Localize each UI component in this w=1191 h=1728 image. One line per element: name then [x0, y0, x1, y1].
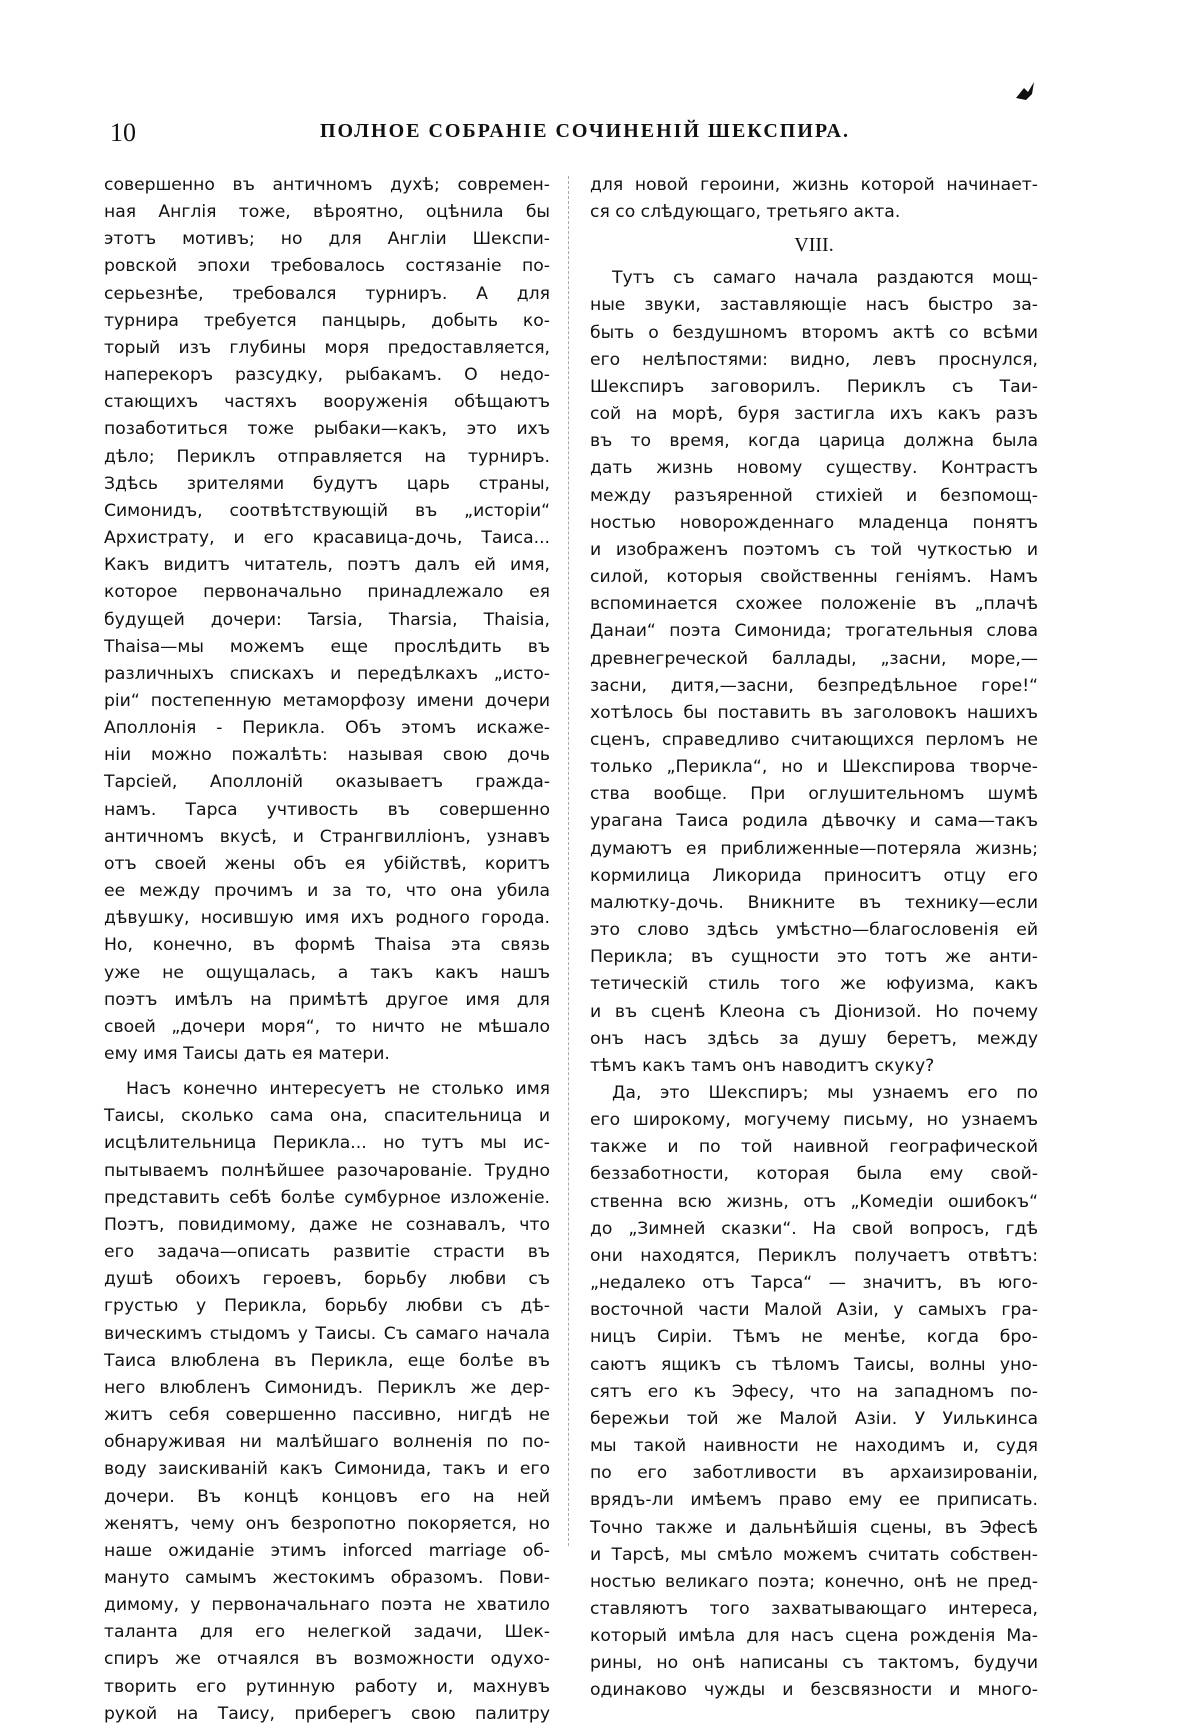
text-line: Поэтъ, повидимому, даже не сознавалъ, что: [104, 1214, 550, 1235]
running-head: ПОЛНОЕ СОБРАНІЕ СОЧИНЕНІЙ ШЕКСПИРА.: [320, 120, 850, 142]
text-line: димому, у первоначальнаго поэта не хватило: [104, 1595, 550, 1616]
text-line: дѣвушку, носившую имя ихъ родного города.: [104, 908, 550, 929]
text-line: различныхъ спискахъ и передѣлкахъ „исто-: [104, 663, 550, 684]
text-line: въ то время, когда царица должна была: [590, 431, 1038, 452]
text-line: бережьи той же Малой Азіи. У Уилькинса: [590, 1408, 1038, 1429]
text-line: „недалеко отъ Тарса“ — значитъ, въ юго-: [590, 1273, 1038, 1294]
text-line: серьезнѣе, требовался турниръ. А для: [104, 283, 550, 304]
text-line: него влюбленъ Симонидъ. Периклъ же дер-: [104, 1377, 550, 1398]
text-line: грустью у Перикла, борьбу любви съ дѣ-: [104, 1296, 550, 1317]
text-line: Перикла; въ сущности это тотъ же анти-: [590, 947, 1038, 968]
text-line: древнегреческой баллады, „засни, море,—: [590, 648, 1038, 669]
text-line: Точно также и дальнѣйшія сцены, въ Эфесѣ: [590, 1517, 1038, 1538]
text-line: Тутъ съ самаго начала раздаются мощ-: [612, 268, 1038, 289]
text-line: творить его рутинную работу и, махнувъ: [104, 1676, 550, 1697]
text-line: Какъ видитъ читатель, поэтъ далъ ей имя,: [104, 555, 550, 576]
right-paragraph-1: [590, 265, 1038, 1080]
text-line: ства вообще. При оглушительномъ шумѣ: [590, 784, 1038, 805]
text-line: хотѣлось бы поставить въ заголовокъ нашихъ: [590, 702, 1038, 723]
text-line: и Тарсѣ, мы смѣло можемъ считать собствен-: [590, 1544, 1038, 1565]
text-line: торый изъ глубины моря предоставляется,: [104, 337, 550, 358]
text-line: наперекоръ разсудку, рыбакамъ. О недо-: [104, 365, 550, 386]
text-line: уже не ощущалась, а такъ какъ нашъ: [104, 962, 550, 983]
text-line: совершенно въ античномъ духѣ; современ-: [104, 175, 550, 195]
text-line: представить себѣ болѣе сумбурное изложеніе.: [104, 1187, 550, 1208]
text-line: онъ насъ здѣсь за душу беретъ, между: [590, 1028, 1038, 1049]
text-line: исцѣлительница Перикла... но тутъ мы ис-: [104, 1133, 550, 1154]
text-line: и изображенъ поэтомъ съ той чуткостью и: [590, 539, 1038, 560]
text-line: стающихъ частяхъ вооруженія обѣщаютъ: [104, 392, 550, 413]
text-line: душѣ обоихъ героевъ, борьбу любви съ: [104, 1269, 550, 1290]
text-line: рукой на Таису, приберегъ свою палитру: [104, 1703, 550, 1724]
text-line: Симонидъ, соотвѣтствующій въ „исторіи“: [104, 500, 550, 521]
text-line: Таиса влюблена въ Перикла, еще болѣе въ: [104, 1350, 550, 1371]
text-line: ся со слѣдующаго, третьяго акта.: [590, 202, 901, 223]
text-line: Да, это Шекспиръ; мы узнаемъ его по: [612, 1083, 1038, 1103]
text-line: который имѣла для насъ сцена рожденія Ма-: [590, 1626, 1038, 1647]
text-line: его широкому, могучему письму, но узнаемъ: [590, 1110, 1038, 1131]
text-line: и въ сценѣ Клеона съ Діонизой. Но почему: [590, 1001, 1038, 1022]
text-line: быть о бездушномъ второмъ актѣ со всѣми: [590, 322, 1038, 343]
text-line: Здѣсь зрителями будутъ царь страны,: [104, 473, 550, 494]
text-line: Но, конечно, въ формѣ Thaisa эта связь: [104, 935, 550, 956]
page-number: 10: [110, 118, 136, 147]
text-line: ные звуки, заставляющіе насъ быстро за-: [590, 295, 1038, 316]
text-line: малютку-дочь. Вникните въ технику—если: [590, 892, 1038, 913]
text-line: воду заискиваній какъ Симонида, такъ и его: [104, 1459, 550, 1480]
text-line: мануто самымъ жестокимъ образомъ. Пови-: [104, 1567, 550, 1588]
text-line: до „Зимней сказки“. На свой вопросъ, гдѣ: [590, 1218, 1038, 1239]
section-heading: VIII.: [794, 234, 834, 257]
text-line: Таисы, сколько сама она, спасительница и: [104, 1106, 550, 1127]
text-line: думаютъ ея приближенные—потеряла жизнь;: [590, 838, 1038, 859]
text-line: намъ. Тарса учтивость въ совершенно: [104, 799, 550, 820]
text-line: ностью великаго поэта; конечно, онѣ не пред-: [590, 1571, 1038, 1592]
text-line: житъ себя совершенно пассивно, нигдѣ не: [104, 1405, 550, 1426]
ink-blot-mark: [1014, 78, 1036, 104]
text-line: ровской эпохи требовалось состязаніе по-: [104, 256, 550, 277]
text-line: будущей дочери: Tarsia, Tharsia, Thaisia,: [104, 609, 550, 630]
text-line: беззаботности, которая была ему свой-: [590, 1164, 1038, 1185]
text-line: они находятся, Периклъ получаетъ отвѣтъ:: [590, 1245, 1038, 1266]
text-line: восточной части Малой Азіи, у самыхъ гра-: [590, 1300, 1038, 1321]
text-line: Аполлонія - Перикла. Объ этомъ искаже-: [104, 718, 550, 739]
text-line: засни, дитя,—засни, безпредѣльное горе!“: [590, 675, 1038, 696]
column-divider: [568, 176, 569, 1546]
text-line: силой, которыя свойственны геніямъ. Намъ: [590, 567, 1038, 588]
text-line: кормилица Ликорида приноситъ отцу его: [590, 865, 1038, 886]
right-paragraph-2: [590, 1080, 1038, 1705]
left-paragraph-2: [104, 1076, 550, 1728]
text-line: по его заботливости въ архаизированіи,: [590, 1463, 1038, 1484]
text-line: вспоминается схожее положеніе въ „плачѣ: [590, 594, 1038, 615]
text-line: отъ своей жены объ ея убійствѣ, коритъ: [104, 853, 550, 874]
text-line: таланта для его нелегкой задачи, Шек-: [104, 1622, 550, 1643]
left-column: [104, 172, 550, 1728]
text-line: этотъ мотивъ; но для Англіи Шекспи-: [104, 229, 550, 250]
right-column: [590, 172, 1038, 1705]
text-line: для новой героини, жизнь которой начинает-: [590, 175, 1038, 195]
text-line: ему имя Таисы дать ея матери.: [104, 1044, 390, 1064]
text-line: дать жизнь новому существу. Контрастъ: [590, 458, 1038, 479]
text-line: Тарсіей, Аполлоній оказываетъ гражда-: [104, 772, 550, 793]
text-line: позаботиться тоже рыбаки—какъ, это ихъ: [104, 419, 550, 440]
text-line: дочери. Въ концѣ концовъ его на ней: [104, 1486, 550, 1507]
text-line: ностью новорожденнаго младенца понятъ: [590, 512, 1038, 533]
text-line: обнаруживая ни малѣйшаго волненія по по-: [104, 1432, 550, 1453]
text-line: только „Перикла“, но и Шекспирова творче-: [590, 757, 1038, 778]
text-line: ріи“ постепенную метаморфозу имени дочери: [104, 690, 550, 711]
text-line: наше ожиданіе этимъ inforced marriage об-: [104, 1540, 550, 1561]
text-line: женятъ, чему онъ безропотно покоряется, но: [104, 1513, 550, 1534]
text-line: ная Англія тоже, вѣроятно, оцѣнила бы: [104, 202, 550, 223]
text-line: мы такой наивности не находимъ и, судя: [590, 1436, 1038, 1457]
text-line: Шекспиръ заговорилъ. Периклъ съ Таи-: [590, 376, 1038, 397]
text-line: Насъ конечно интересуетъ не столько имя: [126, 1079, 550, 1100]
text-line: ее между прочимъ и за то, что она убила: [104, 881, 550, 902]
text-line: его нелѣпостями: видно, левъ проснулся,: [590, 349, 1038, 370]
text-line: ницъ Сиріи. Тѣмъ не менѣе, когда бро-: [590, 1327, 1038, 1348]
text-line: Архистрату, и его красавица-дочь, Таиса...: [104, 528, 550, 549]
text-line: своей „дочери моря“, то ничто не мѣшало: [104, 1016, 550, 1037]
text-line: тѣмъ какъ тамъ онъ наводитъ скуку?: [590, 1055, 935, 1076]
text-line: ственна всю жизнь, отъ „Комедіи ошибокъ“: [590, 1191, 1038, 1212]
text-line: Thaisa—мы можемъ еще прослѣдить въ: [104, 636, 550, 657]
text-line: сценъ, справедливо считающихся перломъ не: [590, 729, 1038, 750]
text-line: античномъ вкусѣ, и Странгвиллiонъ, узнавъ: [104, 826, 550, 847]
text-line: пытываемъ полнѣйшее разочарованіе. Трудно: [104, 1160, 550, 1181]
text-line: между разъяренной стихіей и безпомощ-: [590, 485, 1038, 506]
text-line: дѣло; Периклъ отправляется на турниръ.: [104, 446, 550, 467]
text-line: турнира требуется панцырь, добыть ко-: [104, 310, 550, 331]
text-line: Данаи“ поэта Симонида; трогательныя слова: [590, 621, 1038, 642]
text-line: урагана Таиса родила дѣвочку и сама—такъ: [590, 811, 1038, 832]
text-line: вическимъ стыдомъ у Таисы. Съ самаго начала: [104, 1323, 550, 1344]
text-line: которое первоначально принадлежало ея: [104, 582, 550, 603]
text-line: саютъ ящикъ съ тѣломъ Таисы, волны уно-: [590, 1354, 1038, 1375]
text-line: ніи можно пожалѣть: называя свою дочь: [104, 745, 550, 766]
text-line: это слово здѣсь умѣстно—благословенія ей: [590, 920, 1038, 941]
text-line: врядъ-ли имѣемъ право ему ее приписать.: [590, 1490, 1038, 1511]
text-line: его задача—описать развитіе страсти въ: [104, 1242, 550, 1263]
left-paragraph-1: [104, 172, 550, 1076]
text-line: сятъ его къ Эфесу, что на западномъ по-: [590, 1381, 1038, 1402]
right-intro-paragraph: [590, 172, 1038, 226]
text-line: также и по той наивной географической: [590, 1137, 1038, 1158]
text-line: ставляютъ того захватывающаго интереса,: [590, 1598, 1038, 1619]
text-line: сой на морѣ, буря застигла ихъ какъ разъ: [590, 404, 1038, 425]
text-line: спиръ же отчаялся въ возможности одухо-: [104, 1649, 550, 1670]
text-line: одинаково чужды и безсвязности и много-: [590, 1680, 1038, 1701]
text-line: рины, но онѣ написаны съ тактомъ, будучи: [590, 1653, 1038, 1674]
text-line: тетическій стиль того же юфуизма, какъ: [590, 974, 1038, 995]
text-line: поэтъ имѣлъ на примѣтѣ другое имя для: [104, 989, 550, 1010]
